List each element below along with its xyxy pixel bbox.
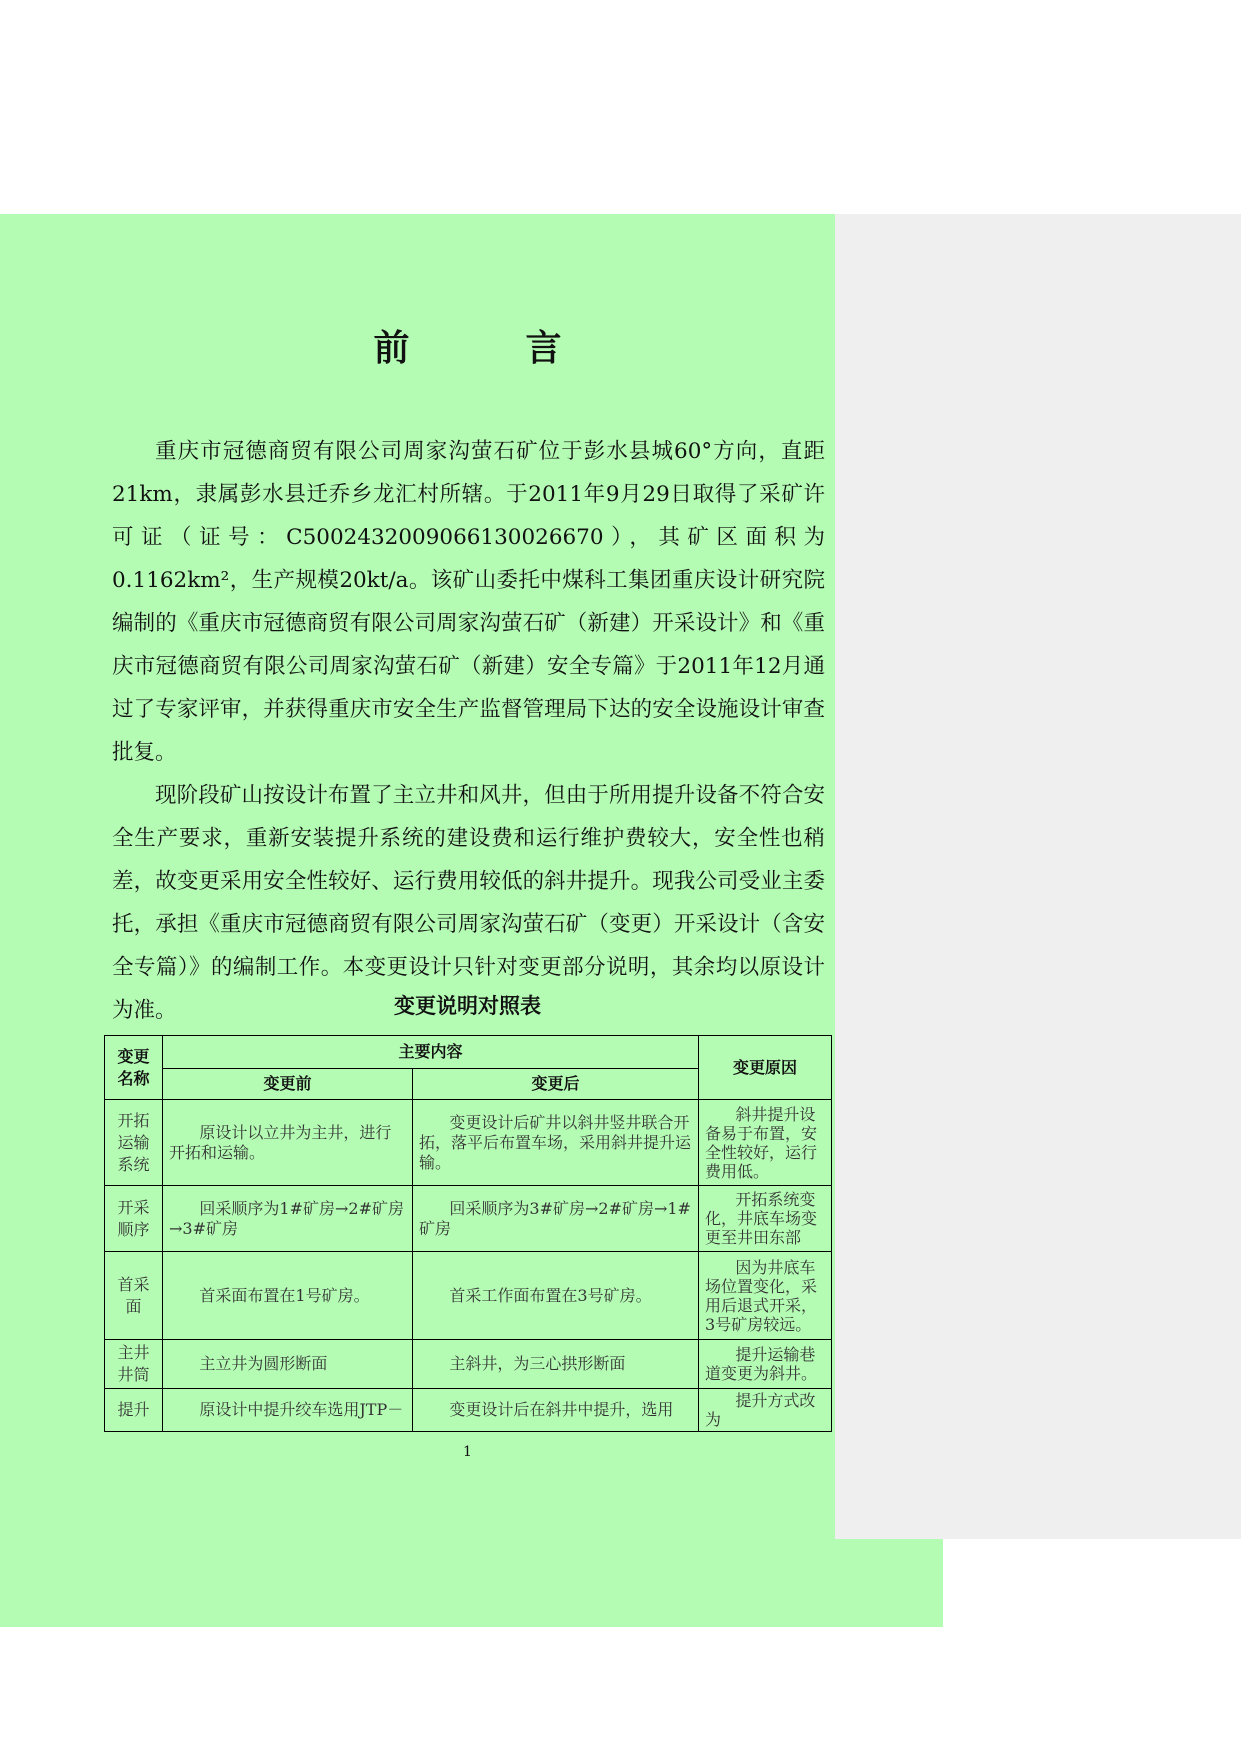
row-reason: 提升运输巷道变更为斜井。 (699, 1340, 832, 1389)
row-before: 原设计以立井为主井，进行开拓和运输。 (163, 1100, 413, 1186)
row-name: 首采面 (105, 1252, 163, 1340)
row-reason: 开拓系统变化，井底车场变更至井田东部 (699, 1186, 832, 1252)
row-after: 首采工作面布置在3号矿房。 (413, 1252, 699, 1340)
table-row (105, 1389, 832, 1432)
header-after: 变更后 (413, 1069, 699, 1100)
row-name: 主井井筒 (105, 1340, 163, 1389)
table-row (105, 1252, 832, 1340)
row-before: 原设计中提升绞车选用JTP－ (163, 1389, 413, 1432)
table-row (105, 1186, 832, 1252)
page-number: 1 (463, 1444, 472, 1460)
row-name: 开采顺序 (105, 1186, 163, 1252)
header-before: 变更前 (163, 1069, 413, 1100)
page-title: 前 言 (373, 327, 602, 369)
row-name: 提升 (105, 1389, 163, 1432)
header-main-content: 主要内容 (163, 1036, 699, 1069)
row-reason: 斜井提升设备易于布置，安全性较好，运行费用低。 (699, 1100, 832, 1186)
row-reason: 因为井底车场位置变化，采用后退式开采， 3号矿房较远。 (699, 1252, 832, 1340)
row-before: 首采面布置在1号矿房。 (163, 1252, 413, 1340)
paragraph: 现阶段矿山按设计布置了主立井和风井，但由于所用提升设备不符合安全生产要求，重新安装提升系统的建设费和运行维护费较大，安全性也稍差，故变更采用安全性较好、运行费用较低的斜井提升。现我公司受业主委托，承担《重庆市冠德商贸有限公司周家沟萤石矿（变更）开采设计（含安全专篇）》的编制工作。本变更设计只针对变更部分说明，其余均以原设计为准。 (112, 783, 825, 1023)
row-after: 变更设计后在斜井中提升，选用 (413, 1389, 699, 1432)
table-row (105, 1100, 832, 1186)
side-panel (835, 214, 1241, 1539)
header-change-reason: 变更原因 (699, 1036, 832, 1100)
row-after: 回采顺序为3#矿房→2#矿房→1#矿房 (413, 1186, 699, 1252)
row-after: 主斜井，为三心拱形断面 (413, 1340, 699, 1389)
row-reason: 提升方式改为 (699, 1389, 832, 1432)
row-before: 主立井为圆形断面 (163, 1340, 413, 1389)
row-before: 回采顺序为1#矿房→2#矿房→3#矿房 (163, 1186, 413, 1252)
row-after: 变更设计后矿井以斜井竖井联合开拓，落平后布置车场，采用斜井提升运输。 (413, 1100, 699, 1186)
change-comparison-table (104, 1035, 832, 1432)
header-change-name: 变更名称 (105, 1036, 163, 1100)
row-name: 开拓运输系统 (105, 1100, 163, 1186)
paragraph: 重庆市冠德商贸有限公司周家沟萤石矿位于彭水县城60°方向，直距21km，隶属彭水县迁乔乡龙汇村所辖。于2011年9月29日取得了采矿许可证（证号：C5002432009066130026670），其矿区面积为0.1162km²，生产规模20kt/a。该矿山委托中煤科工集团重庆设计研究院编制的《重庆市冠德商贸有限公司周家沟萤石矿（新建）开采设计》和《重庆市冠德商贸有限公司周家沟萤石矿（新建）安全专篇》于2011年12月通过了专家评审，并获得重庆市安全生产监督管理局下达的安全设施设计审查批复。 (112, 439, 825, 765)
table-caption: 变更说明对照表 (394, 993, 541, 1018)
preface-body (112, 430, 825, 1032)
table-row (105, 1340, 832, 1389)
